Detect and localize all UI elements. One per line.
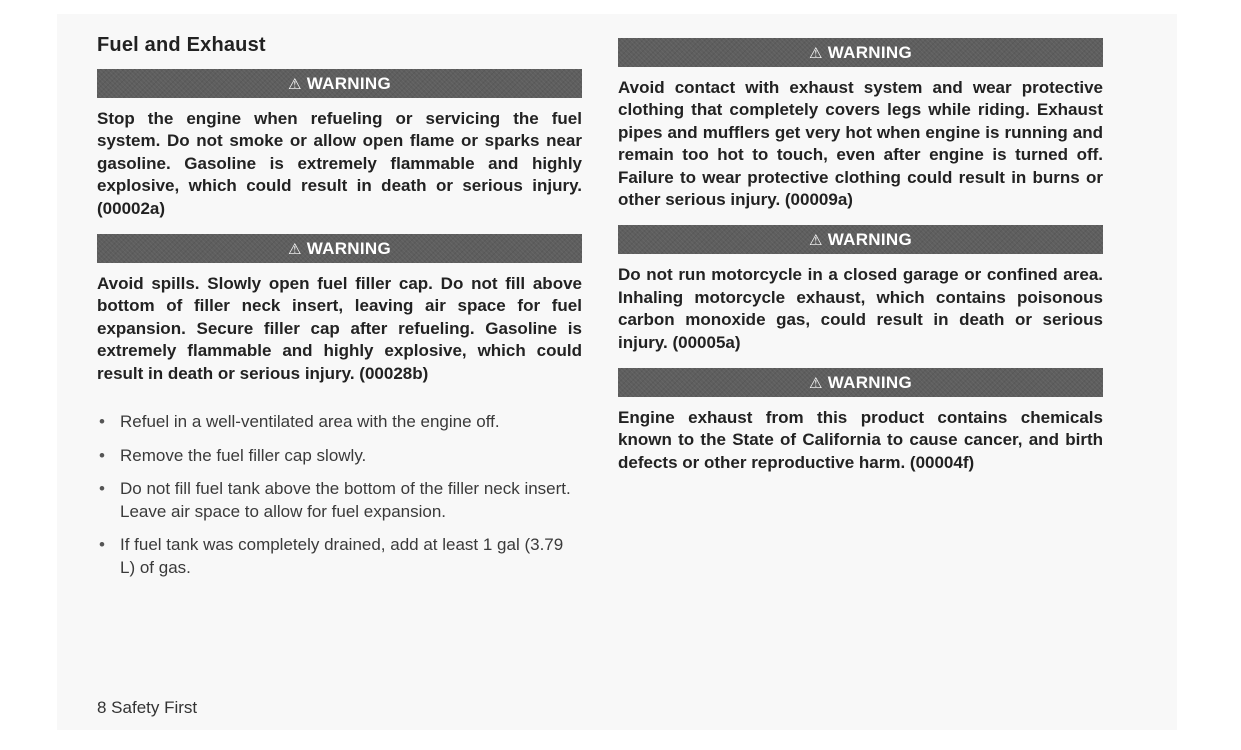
warning-triangle-icon: ⚠ [808,44,823,62]
right-column [618,38,1103,488]
warning-triangle-icon: ⚠ [808,231,823,249]
warning-label: WARNING [827,372,912,392]
warning-label: WARNING [306,238,391,258]
warning-banner [618,38,1103,67]
section-title: Fuel and Exhaust [97,34,266,56]
warning-banner [97,69,582,98]
warning-text: Avoid spills. Slowly open fuel filler cap. Do not fill above bottom of filler neck insert, leaving air space for fuel expansion. Secure filler cap after refueling. Gasoline is extremely flammable and highly explosive, which could result in death or serious injury. (00028b) [97,274,582,383]
warning-text: Engine exhaust from this product contains chemicals known to the State of California to cause cancer, and birth defects or other reproductive harm. (00004f) [618,408,1103,472]
warning-text: Avoid contact with exhaust system and wear protective clothing that completely covers legs while riding. Exhaust pipes and mufflers get very hot when engine is running and remain too hot to touch, even after engine is turned off. Failure to wear protective clothing could result in burns or other serious injury. (00009a) [618,78,1103,210]
manual-page [57,14,1177,730]
warning-label: WARNING [827,229,912,249]
warning-banner [618,368,1103,397]
warning-banner [97,234,582,263]
left-column [97,14,582,590]
list-item: • If fuel tank was completely drained, add at least 1 gal (3.79 L) of gas. [99,535,564,577]
refuel-bullet-list [97,411,582,579]
bullet-dot-icon: • [99,479,105,499]
list-item: • Do not fill fuel tank above the bottom of the filler neck insert. Leave air space to allow for fuel expansion. [99,479,571,521]
list-item: • Remove the fuel filler cap slowly. [97,445,582,468]
warning-label: WARNING [827,42,912,62]
warning-label: WARNING [306,73,391,93]
warning-banner [618,225,1103,254]
bullet-dot-icon: • [99,445,105,465]
bullet-dot-icon: • [99,535,105,555]
bullet-dot-icon: • [99,412,105,432]
page-footer: 8 Safety First [97,698,198,717]
warning-triangle-icon: ⚠ [287,75,302,93]
warning-triangle-icon: ⚠ [808,374,823,392]
warning-triangle-icon: ⚠ [287,240,302,258]
warning-text: Stop the engine when refueling or servicing the fuel system. Do not smoke or allow open flame or sparks near gasoline. Gasoline is extremely flammable and highly explosive, which could result in death or serious injury. (00002a) [97,109,582,218]
list-item: • Refuel in a well-ventilated area with the engine off. [97,411,582,434]
warning-text: Do not run motorcycle in a closed garage or confined area. Inhaling motorcycle exhaust, which contains poisonous carbon monoxide gas, could result in death or serious injury. (00005a) [618,265,1103,352]
